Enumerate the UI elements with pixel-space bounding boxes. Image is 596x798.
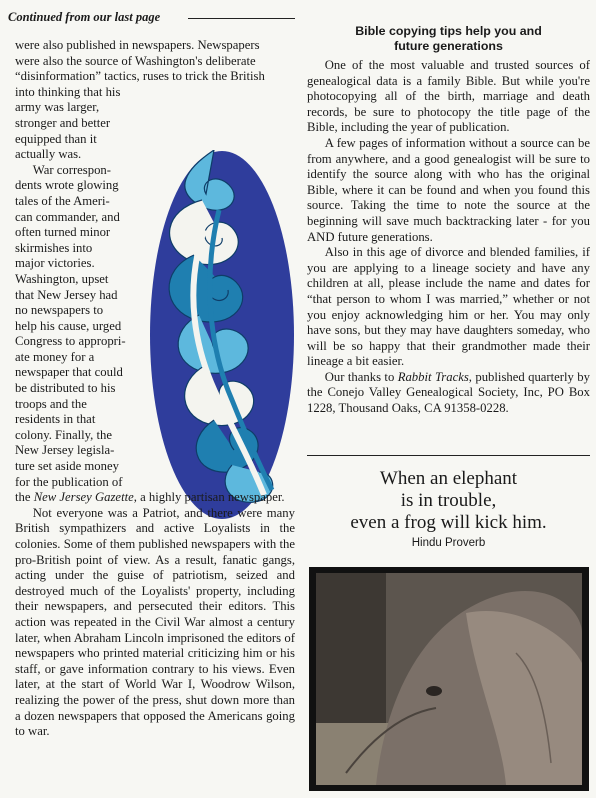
text-line: “disinformation” tactics, ruses to trick the British [15,69,265,84]
quote-line-1: When an elephant [379,468,518,489]
continued-header [8,8,295,26]
text-line: be distributed to his [15,381,116,396]
section-divider [307,455,590,456]
text-line: Congress to appropri- [15,334,126,349]
text-line: ture set aside money [15,459,119,474]
text-line: newspaper that could [15,365,123,380]
article-paragraph-2: A few pages of information without a source can be from anywhere, and a good genealogist will be sure to identify the source along with who has the original Bible, where it can be found and when you found this source. Taking the time to note the source at the beginning will save much backtracking later - for you AND future generations. [307,135,590,244]
text-line: residents in that [15,412,96,427]
text-line: equipped than it [15,131,97,146]
article-paragraph-1: One of the most valuable and trusted sources of genealogical data is a family Bible. But while you're photocopying all of the birth, marriage and death records, be sure to photocopy the title page of the Bible, including the year of publication. [307,58,590,135]
text-line: that New Jersey had [15,287,118,302]
proverb-quote [307,468,590,550]
quote-line-2: is in trouble, [400,490,497,511]
text-line: ate money for a [15,349,95,364]
header-rule [188,18,295,19]
gazette-prefix: the [15,490,34,505]
elephant-illustration [316,573,582,785]
rabbit-tracks-title: Rabbit Tracks [397,369,469,384]
article-paragraph-3: Also in this age of divorce and blended families, if you are applying to a lineage society and have any children at all, please include the name and dates for “that person to whom I was married,” whether or not you enjoy acknowledging him or her. You may only have sons, but they may have daughters someday, who will be so happy that their grandmother made their lineage a bit easier. [307,245,590,369]
text-line: stronger and better [15,115,111,130]
text-line: Washington, upset [15,271,109,286]
text-line: can commander, and [15,209,120,224]
left-paragraph-2: Not everyone was a Patriot, and there were many British sympathizers and active Loyalists in the colonies. Some of them published newspapers with the pro-British point of view. As a result, fanatic gangs, acting under the guise of patriotism, seized and destroyed much of the Loyalists' property, including their newspapers, and persecuted their editors. This action was repeated in the Civil War almost a century later, when Abraham Lincoln imprisoned the editors of newspapers who printed material criticizing him or his staff, or gave information contrary to his views. Even later, at the start of World War I, Woodrow Wilson, realizing the power of the press, shut down more than a dozen newspapers that opposed the Americans going to war. [15,505,295,739]
elephant-photo-frame [309,567,589,791]
gazette-line [15,490,297,506]
text-line: New Jersey legisla- [15,443,115,458]
left-article [15,38,297,740]
quote-attribution: Hindu Proverb [411,537,486,549]
text-line: major victories. [15,256,95,271]
left-wrapped-text [15,38,297,506]
article-headline: Bible copying tips help you and future generations [355,24,542,53]
text-line: often turned minor [15,225,111,240]
text-line: skirmishes into [15,240,93,255]
text-line: tales of the Ameri- [15,193,110,208]
quote-line-3: even a frog will kick him. [350,512,547,533]
thanks-prefix: Our thanks to [324,369,398,384]
right-article [307,24,590,417]
text-line: army was larger, [15,100,100,115]
text-line: War correspon- [32,162,112,177]
gazette-suffix: , a highly partisan newspaper. [133,490,285,505]
thanks-suffix: , published quarterly by the Conejo Valley Genealogical Society, Inc, PO Box 1228, Thousand Oaks, CA 91358-0228. [307,369,590,416]
article-thanks [307,370,590,417]
text-line: no newspapers to [15,303,104,318]
elephant-photo [316,573,582,785]
gazette-title: New Jersey Gazette [33,490,134,505]
continued-label: Continued from our last page [8,10,161,24]
text-line: troops and the [15,396,87,411]
text-line: help his cause, urged [15,318,122,333]
text-line: dents wrote glowing [15,178,119,193]
text-line: actually was. [15,147,82,162]
text-line: for the publication of [15,474,123,489]
text-line: were also published in newspapers. Newspapers [15,38,260,52]
text-line: were also the source of Washington's deliberate [15,53,256,68]
text-line: colony. Finally, the [15,427,113,442]
text-line: into thinking that his [15,84,121,99]
